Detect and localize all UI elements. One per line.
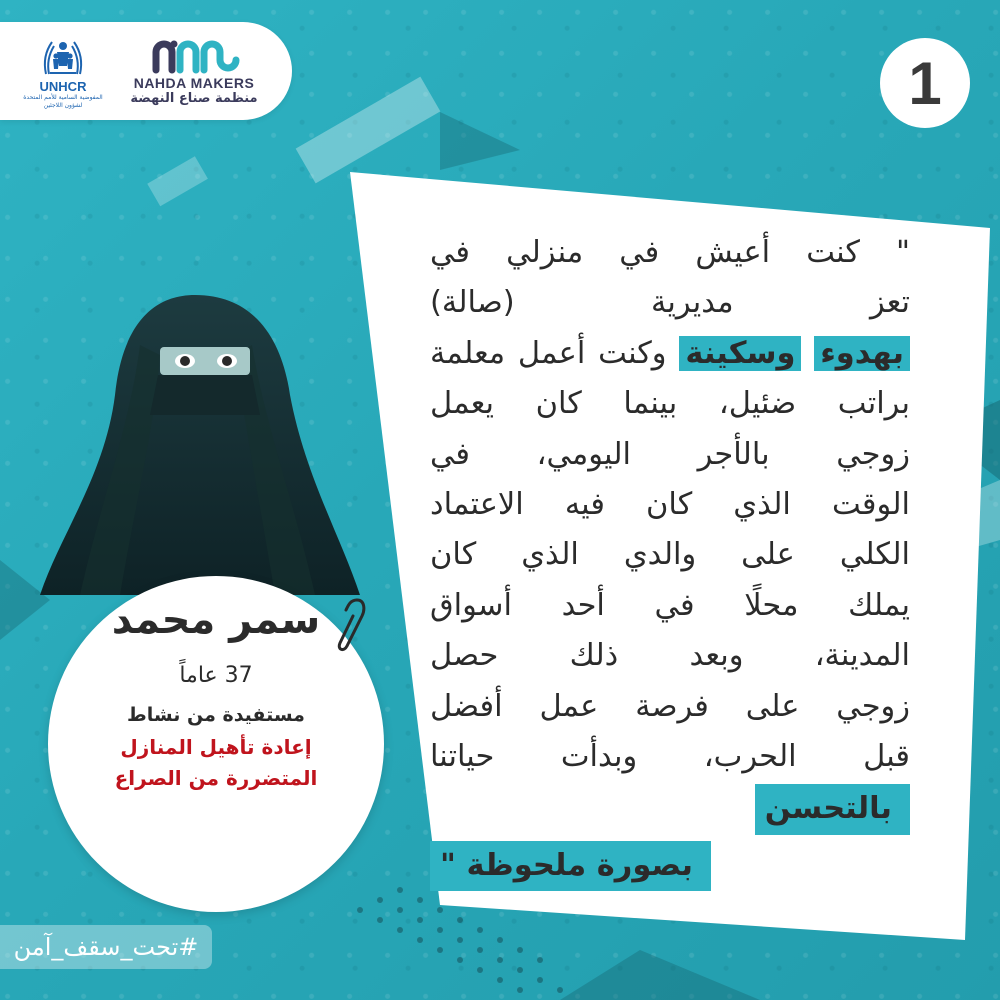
header-logo-bar [0,22,292,120]
quote-highlight: بالتحسن [755,784,910,834]
nahda-makers-subtitle: منظمة صناع النهضة [130,91,258,106]
quote-line: زوجي بالأجر اليومي، في [430,436,910,472]
quote-line: الكلي على والدي الذي كان [430,537,910,573]
decor-tape-top [296,77,441,184]
quote-line: الوقت الذي كان فيه الاعتماد [430,487,910,523]
decor-tape-left [147,156,208,206]
activity-line: إعادة تأهيل المنازل [120,735,312,759]
quote-closing-line [430,835,910,891]
quote-text [430,228,910,891]
nahda-makers-logo-icon [148,38,240,76]
quote-highlight: وسكينة [679,336,801,371]
quote-fragment: وكنت أعمل معلمة [430,335,667,371]
person-role: مستفيدة من نشاط [127,704,305,726]
hashtag-label: #تحت_سقف_آمن [0,925,212,969]
nahda-makers-logo [124,38,264,112]
quote-line: " كنت أعيش في منزلي في [430,235,910,270]
unhcr-emblem-icon [40,34,86,80]
decor-dark-triangle-top [440,112,520,170]
quote-line: زوجي على فرصة عمل أفضل [430,688,910,724]
quote-line-highlighted [430,329,910,379]
quote-line: المدينة، وبعد ذلك حصل [430,638,910,674]
quote-closing-line [430,784,910,834]
page-number-badge: 1 [880,38,970,128]
person-age: 37 عاماً [179,663,253,688]
unhcr-subtitle: المفوضية السامية للأمم المتحدة لشؤون اللاجئين [23,94,103,109]
nahda-makers-name: NAHDA MAKERS [133,75,255,91]
activity-line: المتضررة من الصراع [114,766,318,790]
person-activity [48,732,384,794]
unhcr-logo [18,34,108,116]
quote-line: تعز مديرية (صالة) [430,285,910,321]
quote-highlight: بصورة ملحوظة " [430,841,711,891]
person-name: سمر محمد [111,597,321,643]
person-info-card [48,576,384,912]
quote-highlight: بهدوء [814,336,910,371]
quote-line: يملك محلًا في أحد أسواق [430,587,910,623]
quote-line: براتب ضئيل، بينما كان يعمل [430,386,910,422]
decor-dark-triangle-bottom [560,950,760,1000]
quote-line: قبل الحرب، وبدأت حياتنا [430,739,910,775]
woman-in-niqab-illustration [20,275,380,605]
unhcr-name: UNHCR [39,79,87,94]
paperclip-icon [335,594,369,656]
